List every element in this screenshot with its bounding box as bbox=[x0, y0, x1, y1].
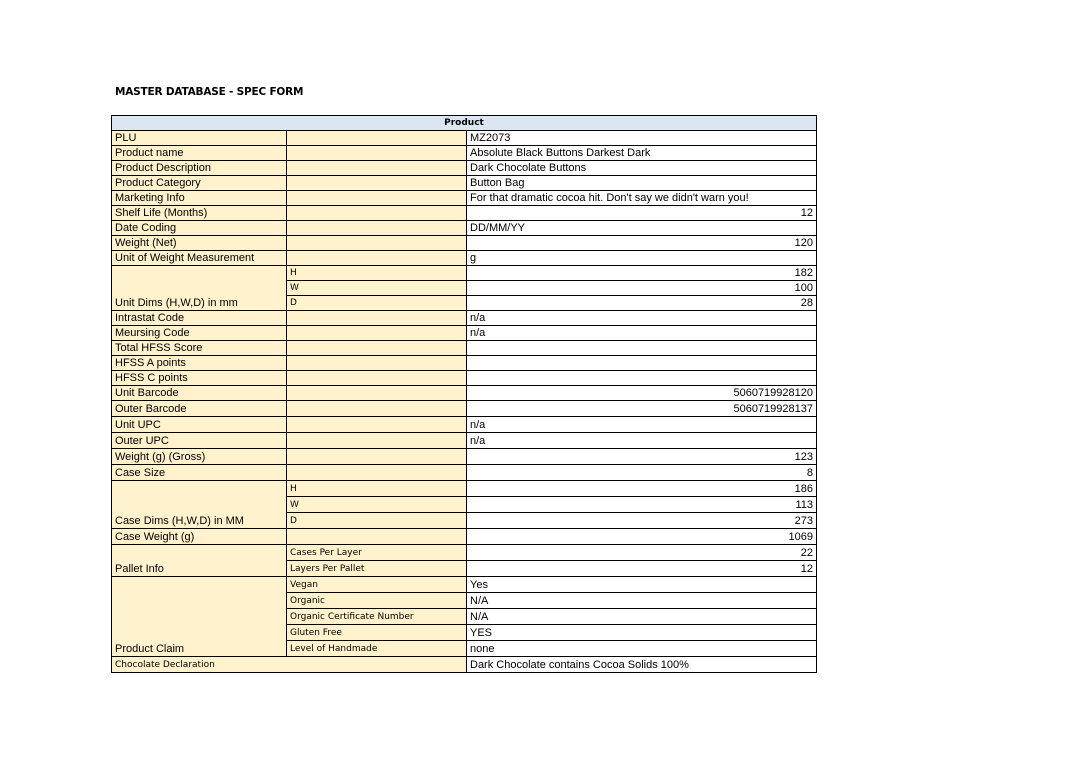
row-sublabel bbox=[287, 356, 467, 371]
row-value[interactable]: none bbox=[467, 641, 817, 657]
row-value[interactable]: 273 bbox=[467, 513, 817, 529]
row-value[interactable]: Button Bag bbox=[467, 176, 817, 191]
row-sublabel: W bbox=[287, 281, 467, 296]
row-label: Product Category bbox=[112, 176, 287, 191]
table-row bbox=[112, 221, 817, 236]
row-label: Weight (g) (Gross) bbox=[112, 449, 287, 465]
table-row bbox=[112, 251, 817, 266]
row-value[interactable]: n/a bbox=[467, 433, 817, 449]
row-sublabel bbox=[287, 341, 467, 356]
row-sublabel: Level of Handmade bbox=[287, 641, 467, 657]
row-value[interactable]: MZ2073 bbox=[467, 131, 817, 146]
row-sublabel bbox=[287, 161, 467, 176]
row-value[interactable] bbox=[467, 371, 817, 386]
table-row bbox=[112, 146, 817, 161]
table-row bbox=[112, 176, 817, 191]
row-value[interactable]: 113 bbox=[467, 497, 817, 513]
row-sublabel: H bbox=[287, 481, 467, 497]
row-value[interactable]: n/a bbox=[467, 417, 817, 433]
row-sublabel bbox=[287, 176, 467, 191]
row-value[interactable]: 28 bbox=[467, 296, 817, 311]
row-value[interactable]: 120 bbox=[467, 236, 817, 251]
row-sublabel bbox=[287, 236, 467, 251]
table-row bbox=[112, 449, 817, 465]
row-sublabel bbox=[287, 417, 467, 433]
row-value[interactable]: Yes bbox=[467, 577, 817, 593]
row-sublabel bbox=[287, 146, 467, 161]
table-row bbox=[112, 131, 817, 146]
row-label: Case Weight (g) bbox=[112, 529, 287, 545]
table-row bbox=[112, 191, 817, 206]
row-sublabel bbox=[287, 311, 467, 326]
row-sublabel bbox=[287, 221, 467, 236]
row-sublabel bbox=[287, 465, 467, 481]
row-sublabel: W bbox=[287, 497, 467, 513]
table-row bbox=[112, 465, 817, 481]
row-value[interactable]: DD/MM/YY bbox=[467, 221, 817, 236]
row-sublabel: D bbox=[287, 296, 467, 311]
row-sublabel: Cases Per Layer bbox=[287, 545, 467, 561]
row-value[interactable]: 186 bbox=[467, 481, 817, 497]
row-label: Product Description bbox=[112, 161, 287, 176]
row-label: Outer UPC bbox=[112, 433, 287, 449]
row-sublabel: H bbox=[287, 266, 467, 281]
row-sublabel bbox=[287, 529, 467, 545]
row-label: Intrastat Code bbox=[112, 311, 287, 326]
row-sublabel bbox=[287, 251, 467, 266]
table-row bbox=[112, 545, 817, 561]
table-row bbox=[112, 401, 817, 417]
row-value[interactable]: 12 bbox=[467, 206, 817, 221]
row-sublabel: Organic Certificate Number bbox=[287, 609, 467, 625]
row-label: Unit UPC bbox=[112, 417, 287, 433]
row-sublabel: Gluten Free bbox=[287, 625, 467, 641]
row-value[interactable]: 12 bbox=[467, 561, 817, 577]
row-sublabel bbox=[287, 206, 467, 221]
table-row bbox=[112, 326, 817, 341]
table-row bbox=[112, 371, 817, 386]
row-label: Meursing Code bbox=[112, 326, 287, 341]
table-row bbox=[112, 657, 817, 673]
row-value[interactable] bbox=[467, 356, 817, 371]
row-label: Case Dims (H,W,D) in MM bbox=[112, 481, 287, 529]
row-label: Unit Barcode bbox=[112, 386, 287, 401]
table-row bbox=[112, 577, 817, 593]
row-label: Total HFSS Score bbox=[112, 341, 287, 356]
row-label: Unit Dims (H,W,D) in mm bbox=[112, 266, 287, 311]
row-value[interactable]: 100 bbox=[467, 281, 817, 296]
row-label: Unit of Weight Measurement bbox=[112, 251, 287, 266]
row-label: Weight (Net) bbox=[112, 236, 287, 251]
table-row bbox=[112, 236, 817, 251]
row-value[interactable]: g bbox=[467, 251, 817, 266]
row-value[interactable]: 22 bbox=[467, 545, 817, 561]
row-value[interactable]: n/a bbox=[467, 326, 817, 341]
row-value[interactable]: 182 bbox=[467, 266, 817, 281]
row-label: Shelf Life (Months) bbox=[112, 206, 287, 221]
table-row bbox=[112, 341, 817, 356]
row-label: PLU bbox=[112, 131, 287, 146]
row-value[interactable]: 8 bbox=[467, 465, 817, 481]
row-label: HFSS A points bbox=[112, 356, 287, 371]
row-value[interactable]: Dark Chocolate contains Cocoa Solids 100% bbox=[467, 657, 817, 673]
row-sublabel bbox=[287, 433, 467, 449]
page-title: MASTER DATABASE - SPEC FORM bbox=[115, 86, 304, 98]
row-label: Date Coding bbox=[112, 221, 287, 236]
table-row bbox=[112, 417, 817, 433]
table-header-row bbox=[112, 116, 817, 131]
row-label: Pallet Info bbox=[112, 545, 287, 577]
table-row bbox=[112, 356, 817, 371]
row-label: Chocolate Declaration bbox=[112, 657, 467, 673]
row-value[interactable]: N/A bbox=[467, 609, 817, 625]
table-row bbox=[112, 206, 817, 221]
row-value[interactable]: n/a bbox=[467, 311, 817, 326]
table-header: Product bbox=[112, 116, 817, 131]
row-sublabel: Layers Per Pallet bbox=[287, 561, 467, 577]
spec-form-table bbox=[111, 115, 817, 673]
row-sublabel bbox=[287, 191, 467, 206]
table-row bbox=[112, 161, 817, 176]
row-value[interactable] bbox=[467, 341, 817, 356]
row-sublabel: Vegan bbox=[287, 577, 467, 593]
row-sublabel bbox=[287, 386, 467, 401]
row-value[interactable]: Dark Chocolate Buttons bbox=[467, 161, 817, 176]
row-sublabel bbox=[287, 401, 467, 417]
row-value[interactable]: For that dramatic cocoa hit. Don't say we didn't warn you! bbox=[467, 191, 817, 206]
row-label: Product name bbox=[112, 146, 287, 161]
row-value[interactable]: 5060719928120 bbox=[467, 386, 817, 401]
row-sublabel: Organic bbox=[287, 593, 467, 609]
table-row bbox=[112, 311, 817, 326]
table-row bbox=[112, 266, 817, 281]
row-label: HFSS C points bbox=[112, 371, 287, 386]
row-label: Outer Barcode bbox=[112, 401, 287, 417]
row-label: Marketing Info bbox=[112, 191, 287, 206]
row-sublabel bbox=[287, 131, 467, 146]
table-row bbox=[112, 386, 817, 401]
row-value[interactable]: YES bbox=[467, 625, 817, 641]
table-row bbox=[112, 529, 817, 545]
row-sublabel bbox=[287, 449, 467, 465]
row-value[interactable]: Absolute Black Buttons Darkest Dark bbox=[467, 146, 817, 161]
row-value[interactable]: 123 bbox=[467, 449, 817, 465]
row-label: Product Claim bbox=[112, 577, 287, 657]
row-label: Case Size bbox=[112, 465, 287, 481]
row-sublabel bbox=[287, 326, 467, 341]
table-row bbox=[112, 433, 817, 449]
row-sublabel bbox=[287, 371, 467, 386]
row-value[interactable]: N/A bbox=[467, 593, 817, 609]
table-row bbox=[112, 481, 817, 497]
row-sublabel: D bbox=[287, 513, 467, 529]
row-value[interactable]: 5060719928137 bbox=[467, 401, 817, 417]
row-value[interactable]: 1069 bbox=[467, 529, 817, 545]
